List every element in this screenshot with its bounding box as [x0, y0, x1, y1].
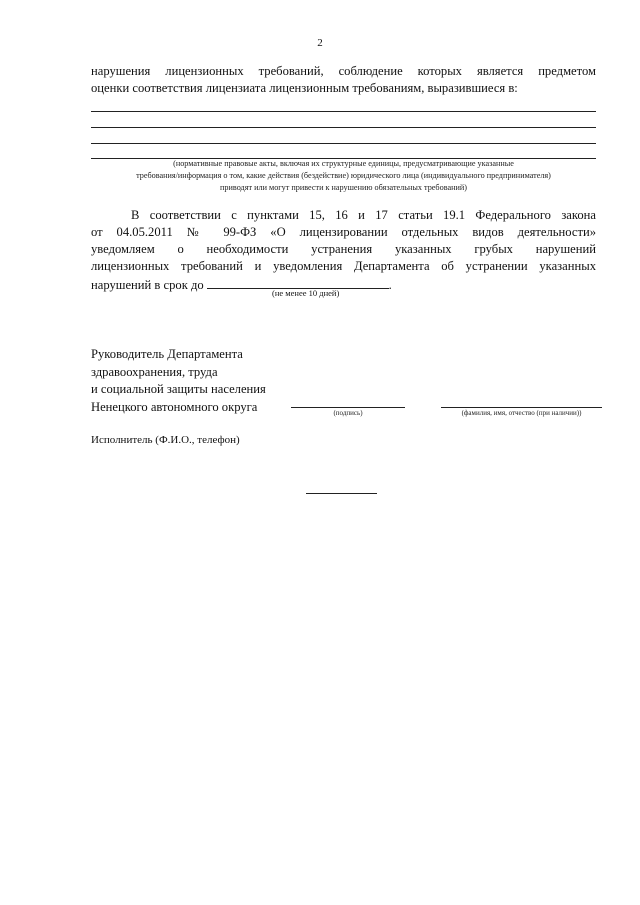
violation-fill-line-1[interactable]	[91, 111, 596, 112]
violation-caption-line-3: приводят или могут привести к нарушению обязательных требований)	[220, 183, 467, 192]
full-name-field[interactable]	[441, 407, 602, 408]
notice-line-3: уведомляем о необходимости устранения указанных грубых нарушений	[91, 242, 596, 256]
signatory-block	[91, 346, 266, 416]
violation-fill-line-3[interactable]	[91, 143, 596, 144]
full-name-caption: (фамилия, имя, отчество (при наличии))	[461, 409, 582, 417]
deadline-caption: (не менее 10 дней)	[272, 288, 340, 298]
signature-caption: (подпись)	[333, 409, 363, 417]
violation-fill-line-2[interactable]	[91, 127, 596, 128]
deadline-field[interactable]	[207, 275, 389, 289]
intro-paragraph	[91, 63, 596, 97]
notice-line-5	[91, 275, 596, 294]
signature-field[interactable]	[291, 407, 405, 408]
deadline-label: нарушений в срок до	[91, 278, 204, 292]
intro-line-2: оценки соответствия лицензиата лицензионным требованиям, выразившиеся в:	[91, 81, 518, 95]
signatory-line-2: здравоохранения, труда	[91, 364, 218, 379]
end-rule	[306, 493, 377, 494]
executor-label: Исполнитель (Ф.И.О., телефон)	[91, 434, 240, 446]
signatory-line-1: Руководитель Департамента	[91, 347, 243, 361]
violation-caption	[91, 158, 596, 194]
deadline-period: .	[388, 278, 392, 292]
page-number: 2	[317, 37, 323, 49]
notice-line-4: лицензионных требований и уведомления Департамента об устранении указанных	[91, 259, 596, 273]
intro-line-1: нарушения лицензионных требований, соблюдение которых является предметом	[91, 64, 596, 78]
notice-paragraph	[91, 207, 596, 294]
notice-line-1: В соответствии с пунктами 15, 16 и 17 статьи 19.1 Федерального закона	[131, 208, 596, 222]
notice-line-2: от 04.05.2011 № 99-ФЗ «О лицензировании отдельных видов деятельности»	[91, 225, 596, 239]
signatory-line-3: и социальной защиты населения	[91, 382, 266, 396]
violation-caption-line-1: (нормативные правовые акты, включая их структурные единицы, предусматривающие указанные	[173, 159, 514, 168]
signatory-line-4: Ненецкого автономного округа	[91, 399, 258, 414]
violation-caption-line-2: требования/информация о том, какие действия (бездействие) юридического лица (индивидуального предпринимателя)	[136, 171, 551, 180]
